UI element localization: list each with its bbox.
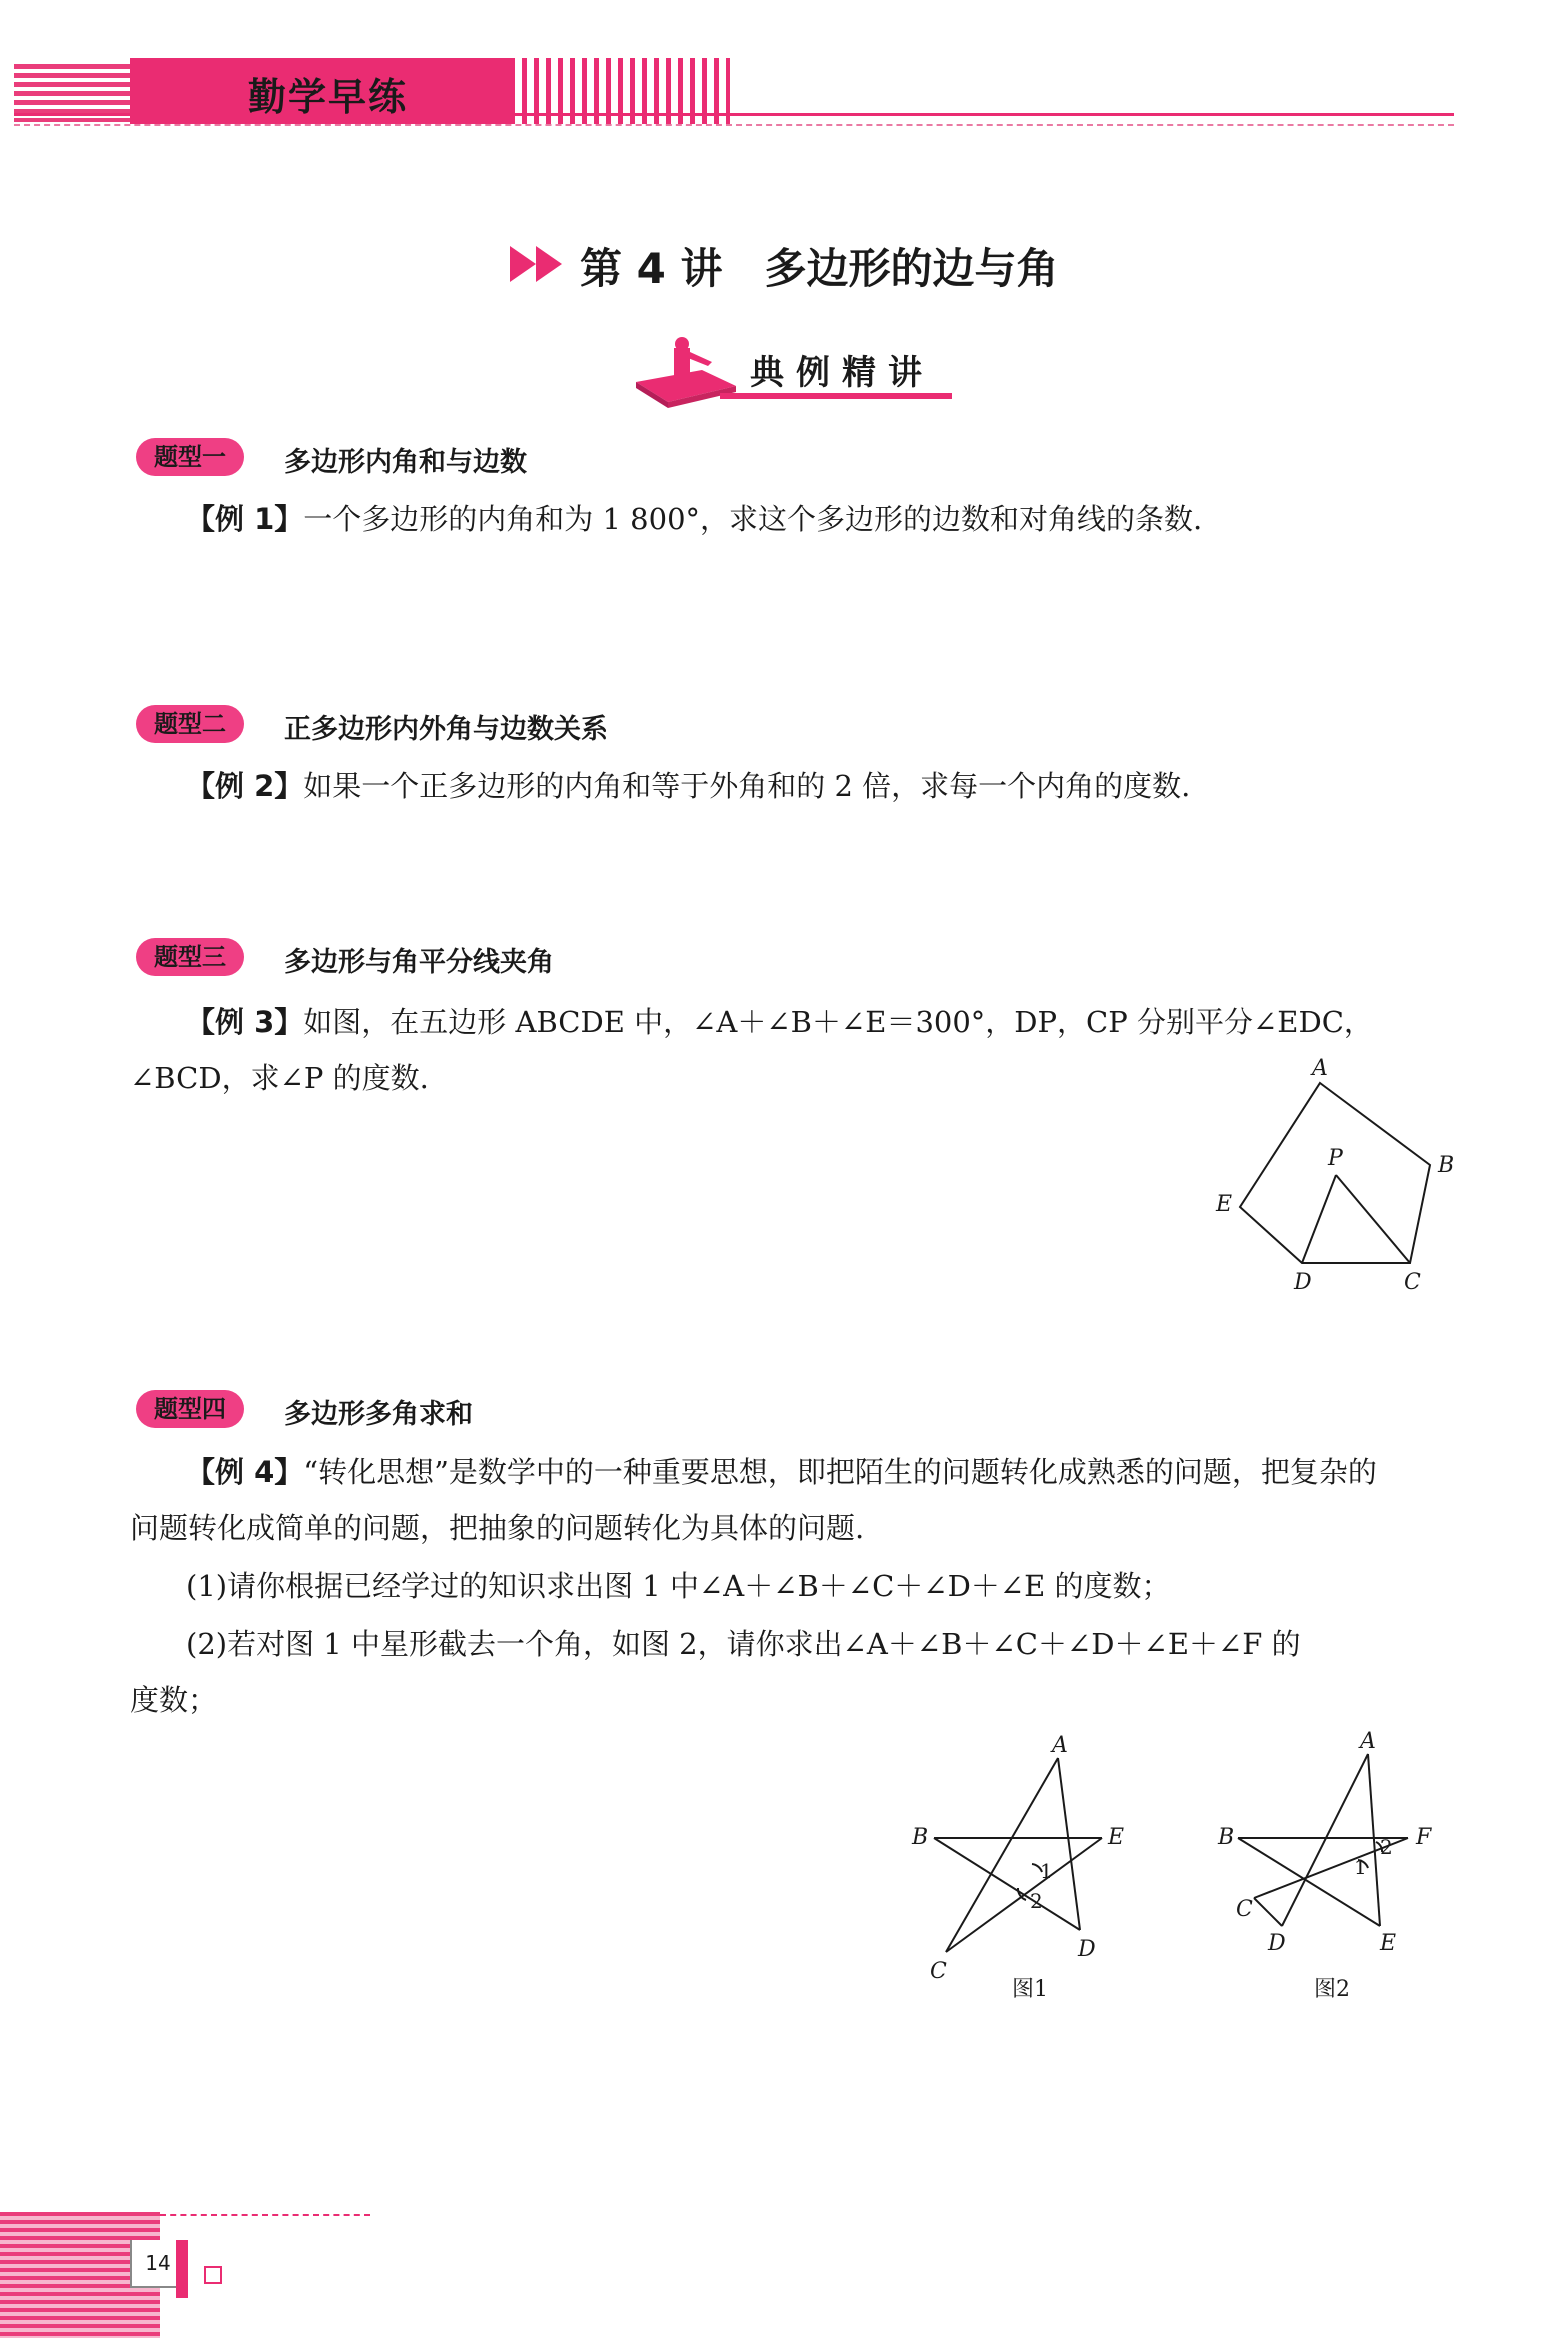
pentagon-figure (1210, 1055, 1470, 1305)
header-title: 勤学早练 (248, 75, 409, 119)
label-c: C (1236, 1897, 1253, 1922)
figure-caption: 图2 (1314, 1977, 1350, 2000)
topic-badge: 题型四 (136, 1390, 244, 1428)
double-arrow-icon (510, 240, 570, 288)
label-e: E (1380, 1931, 1397, 1956)
angle-2-label: 2 (1380, 1835, 1393, 1859)
topic-badge: 题型三 (136, 938, 244, 976)
angle-1-label: 1 (1354, 1855, 1367, 1879)
footer-accent-bar (176, 2240, 188, 2298)
footer-dashed-rule (160, 2214, 370, 2216)
example-2 (186, 758, 1190, 814)
topic-title: 多边形多角求和 (284, 1399, 473, 1430)
section-tag: 典例精讲 (750, 353, 934, 393)
label-c: C (930, 1959, 947, 1984)
example-4-line-1 (186, 1444, 1377, 1500)
label-d: D (1268, 1931, 1286, 1956)
header-dashed-rule (14, 124, 1454, 126)
topic-badge: 题型一 (136, 438, 244, 476)
label-b: B (912, 1825, 929, 1850)
figure-caption: 图1 (1012, 1977, 1048, 2000)
topic-title: 正多边形内外角与边数关系 (284, 714, 608, 745)
example-4-part-2-line-2: 度数； (130, 1683, 218, 1717)
example-1 (186, 491, 1202, 547)
example-3-line-1 (186, 994, 1373, 1050)
topic-badge: 题型二 (136, 705, 244, 743)
example-4-line-2: 问题转化成简单的问题，把抽象的问题转化为具体的问题. (130, 1511, 865, 1545)
example-4-part-2-line-1: (2)若对图 1 中星形截去一个角，如图 2，请你求出∠A＋∠B＋∠C＋∠D＋∠E＋∠F 的 (186, 1627, 1301, 1661)
lesson-title: 第 4 讲 多边形的边与角 (580, 244, 1059, 293)
angle-2-label: 2 (1030, 1889, 1043, 1913)
page-number: 14 (130, 2240, 184, 2288)
star-figure-1 (900, 1730, 1140, 2000)
square-icon (204, 2266, 222, 2284)
label-a: A (1360, 1730, 1376, 1754)
example-3-line-2: ∠BCD，求∠P 的度数. (130, 1061, 429, 1095)
label-b: B (1218, 1825, 1235, 1850)
example-label: 【例 2】 (186, 769, 304, 803)
example-label: 【例 1】 (186, 502, 304, 536)
label-f: F (1416, 1825, 1432, 1850)
header-rule (14, 113, 1454, 116)
section-underline (720, 393, 952, 399)
topic-title: 多边形与角平分线夹角 (284, 947, 554, 978)
example-4-part-1: (1)请你根据已经学过的知识求出图 1 中∠A＋∠B＋∠C＋∠D＋∠E 的度数； (186, 1569, 1171, 1603)
label-p: P (1328, 1146, 1343, 1171)
topic-title: 多边形内角和与边数 (284, 447, 527, 478)
label-d: D (1294, 1270, 1312, 1295)
label-a: A (1052, 1733, 1068, 1758)
angle-1-label: 1 (1040, 1859, 1053, 1883)
label-e: E (1108, 1825, 1125, 1850)
label-c: C (1404, 1270, 1421, 1295)
example-text: “转化思想”是数学中的一种重要思想，即把陌生的问题转化成熟悉的问题，把复杂的 (303, 1455, 1377, 1489)
example-text: 如图，在五边形 ABCDE 中，∠A＋∠B＋∠E＝300°，DP，CP 分别平分∠EDC， (303, 1005, 1373, 1039)
label-e: E (1216, 1192, 1233, 1217)
label-b: B (1438, 1153, 1455, 1178)
example-label: 【例 3】 (186, 1005, 304, 1039)
label-d: D (1078, 1937, 1096, 1962)
example-text: 一个多边形的内角和为 1 800°，求这个多边形的边数和对角线的条数. (303, 502, 1203, 536)
example-label: 【例 4】 (186, 1455, 304, 1489)
label-a: A (1312, 1056, 1328, 1081)
example-text: 如果一个正多边形的内角和等于外角和的 2 倍，求每一个内角的度数. (303, 769, 1191, 803)
star-figure-2 (1208, 1730, 1448, 2000)
